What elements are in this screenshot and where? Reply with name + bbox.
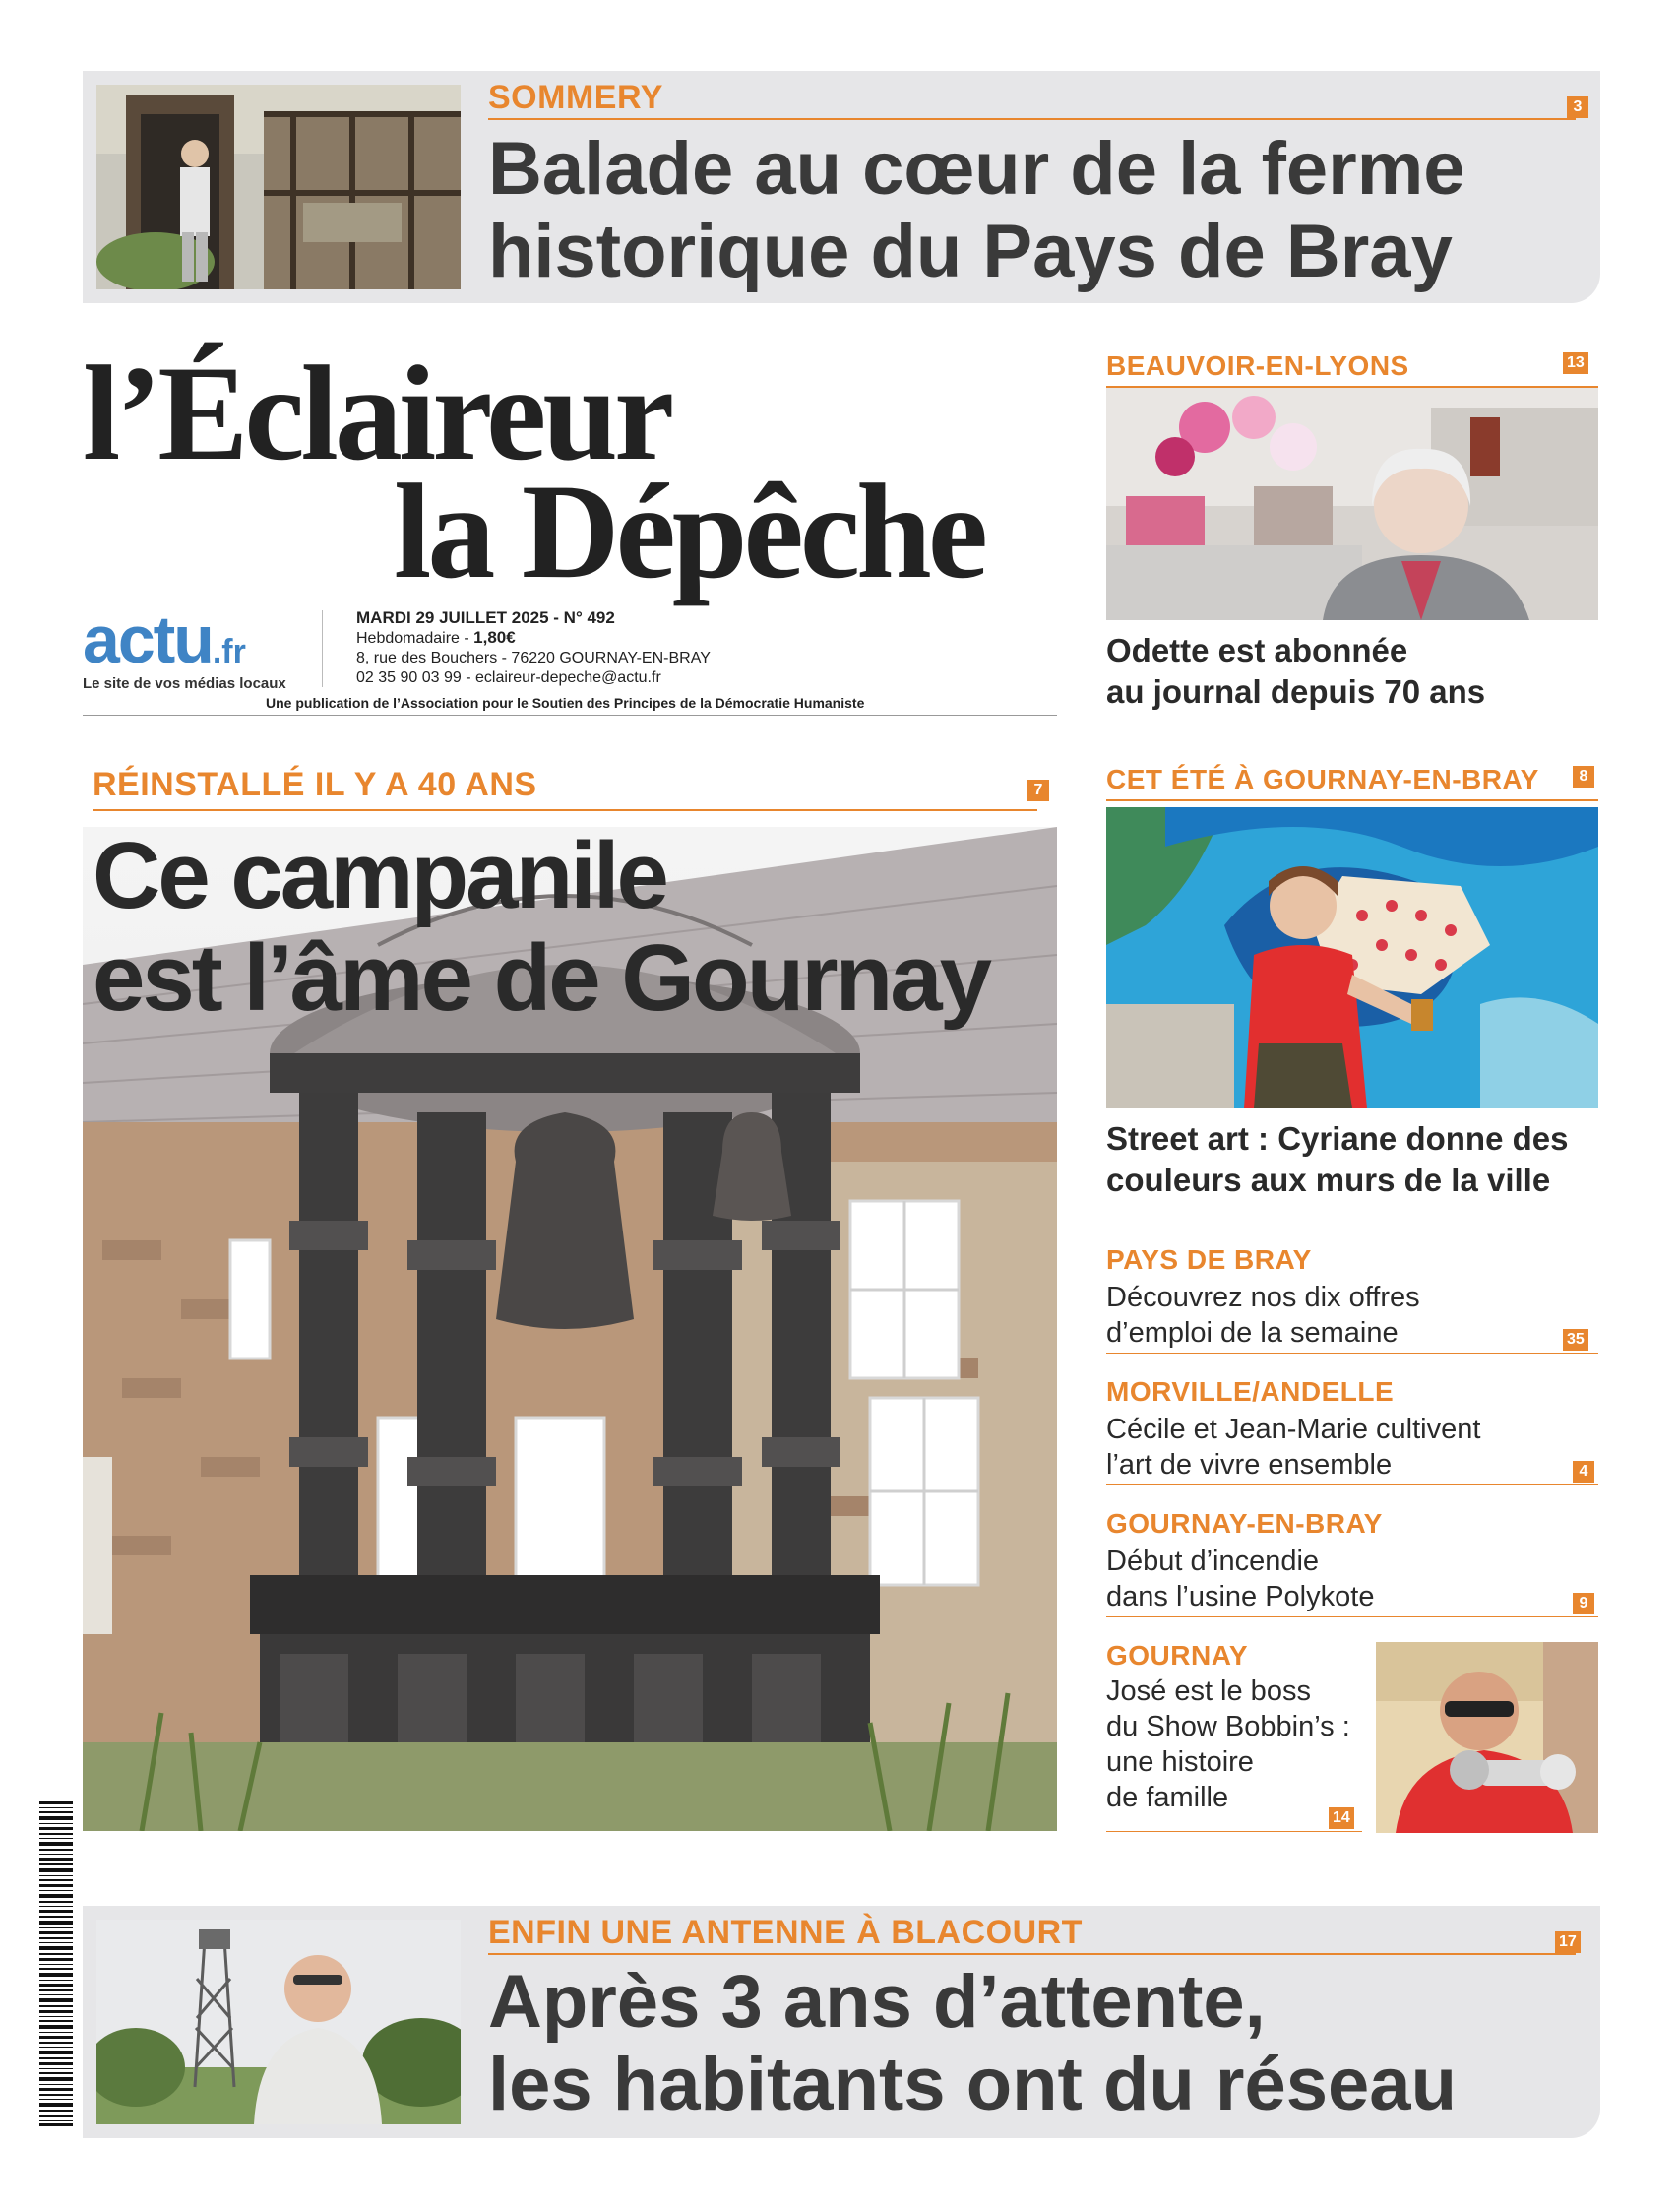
top-banner-headline[interactable] [488,128,1465,293]
top-banner-rule [488,118,1576,120]
brief-morville-rule [1106,1484,1598,1485]
masthead-title-line2[interactable] [394,456,985,606]
bottom-banner-headline[interactable] [488,1961,1457,2126]
bottom-banner-kicker: ENFIN UNE ANTENNE À BLACOURT [488,1914,1083,1951]
story-streetart-kicker: CET ÉTÉ À GOURNAY-EN-BRAY [1106,764,1539,794]
actu-tagline: Le site de vos médias locaux [83,675,286,692]
story-streetart-page-badge[interactable]: 8 [1573,766,1594,788]
main-story-headline-line2: est l’âme de Gournay [93,925,990,1031]
publisher-line: Une publication de l’Association pour le Soutien des Principes de la Démocratie Humaniste [266,695,865,711]
brief-fire-text[interactable] [1106,1544,1374,1614]
bottom-banner-page-badge[interactable]: 17 [1555,1931,1581,1953]
actu-logo[interactable] [83,602,246,686]
brief-jose-text[interactable] [1106,1673,1350,1815]
brief-fire-rule [1106,1616,1598,1617]
issue-contact: 02 35 90 03 99 - eclaireur-depeche@actu.fr [356,669,661,686]
story-odette-title[interactable] [1106,630,1485,713]
brief-jobs-line1: Découvrez nos dix offres [1106,1282,1420,1313]
actu-logo-suffix: .fr [212,633,246,670]
issue-date-number: MARDI 29 JUILLET 2025 - N° 492 [356,608,615,627]
actu-logo-text: actu [83,602,213,677]
story-streetart-title[interactable] [1106,1118,1568,1201]
issue-meta [356,608,711,688]
brief-jobs-line2: d’emploi de la semaine [1106,1317,1399,1349]
brief-morville-page-badge[interactable]: 4 [1573,1461,1594,1483]
masthead-la: la [394,456,522,606]
brief-jobs-rule [1106,1353,1598,1354]
brief-fire-line1: Début d’incendie [1106,1546,1320,1577]
bottom-banner-rule [488,1953,1576,1955]
streetart-photo[interactable] [1106,807,1598,1108]
story-odette-title-line1: Odette est abonnée [1106,632,1408,668]
story-odette-kicker: BEAUVOIR-EN-LYONS [1106,350,1409,381]
story-odette-title-line2: au journal depuis 70 ans [1106,673,1486,710]
barcode [39,1801,73,2126]
story-streetart-title-line2: couleurs aux murs de la ville [1106,1162,1551,1198]
top-banner-page-badge[interactable]: 3 [1567,96,1588,118]
masthead-highlight-e: É [157,338,245,488]
brief-jobs-page-badge[interactable]: 35 [1563,1329,1588,1351]
masthead-highlight-d: D [521,456,616,606]
brief-fire-page-badge[interactable]: 9 [1573,1593,1594,1614]
brief-jose-rule [1106,1831,1362,1832]
bottom-banner-headline-line2: les habitants ont du réseau [488,2043,1457,2126]
brief-jose-line3: une histoire [1106,1746,1254,1778]
main-story-rule [93,809,1037,811]
brief-morville-kicker: MORVILLE/ANDELLE [1106,1376,1395,1407]
brief-jobs-kicker: PAYS DE BRAY [1106,1244,1312,1275]
top-banner-headline-line2: historique du Pays de Bray [488,210,1453,293]
top-banner-headline-line1: Balade au cœur de la ferme [488,127,1465,211]
main-story-headline[interactable] [93,825,989,1030]
brief-jose-line1: José est le boss [1106,1675,1311,1707]
brief-morville-line1: Cécile et Jean-Marie cultivent [1106,1414,1481,1445]
brief-morville-line2: l’art de vivre ensemble [1106,1449,1393,1481]
brief-jose-page-badge[interactable]: 14 [1329,1807,1354,1829]
issue-address: 8, rue des Bouchers - 76220 GOURNAY-EN-BRAY [356,650,711,666]
issue-frequency: Hebdomadaire - [356,630,474,647]
main-story-kicker: RÉINSTALLÉ IL Y A 40 ANS [93,766,537,803]
masthead-epeche: épêche [615,456,985,606]
odette-photo[interactable] [1106,388,1598,620]
masthead-claireur: claireur [244,338,671,488]
brief-jose-line4: de famille [1106,1782,1229,1813]
masthead-l: l’ [83,338,158,488]
main-story-page-badge[interactable]: 7 [1027,780,1049,801]
top-banner-kicker: SOMMERY [488,79,663,116]
farm-photo [96,85,461,289]
masthead-divider [322,610,323,687]
story-odette-page-badge[interactable]: 13 [1563,352,1588,374]
brief-fire-line2: dans l’usine Polykote [1106,1581,1375,1612]
brief-fire-kicker: GOURNAY-EN-BRAY [1106,1508,1383,1539]
bottom-banner[interactable] [83,1906,1600,2138]
issue-price: 1,80€ [473,628,516,647]
top-banner[interactable] [83,71,1600,303]
antenna-photo [96,1920,461,2124]
jose-photo[interactable] [1376,1642,1598,1833]
masthead-rule [83,715,1057,716]
brief-morville-text[interactable] [1106,1412,1480,1483]
brief-jose-line2: du Show Bobbin’s : [1106,1711,1350,1742]
story-streetart-rule [1106,799,1598,801]
brief-jobs-text[interactable] [1106,1280,1420,1351]
bottom-banner-headline-line1: Après 3 ans d’attente, [488,1960,1266,2044]
story-streetart-title-line1: Street art : Cyriane donne des [1106,1120,1569,1157]
issue-frequency-price [356,628,711,649]
main-story-headline-line1: Ce campanile [93,823,666,928]
brief-jose-kicker: GOURNAY [1106,1640,1249,1671]
